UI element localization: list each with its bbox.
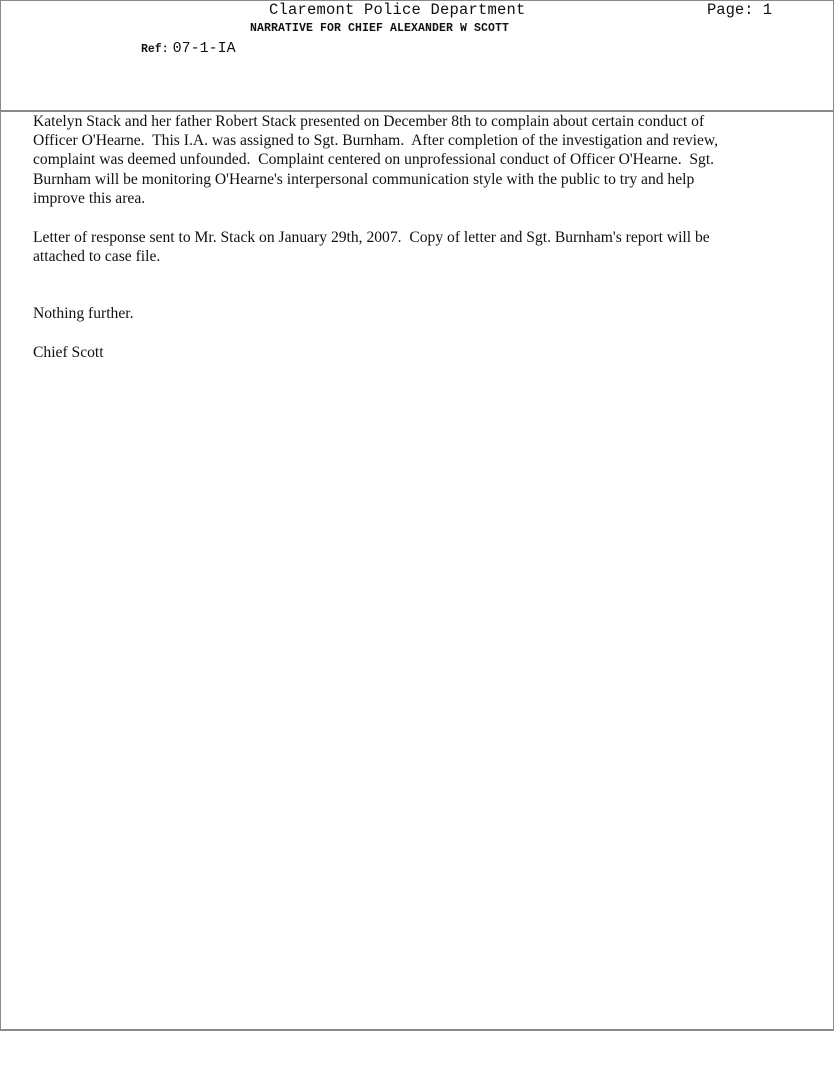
closing-statement: Nothing further. xyxy=(33,305,134,323)
reference-number: 07-1-IA xyxy=(172,40,236,57)
text-line: Burnham will be monitoring O'Hearne's interpersonal communication style with the public to try and help xyxy=(33,170,695,188)
page-number: Page: 1 xyxy=(707,1,773,19)
signature: Chief Scott xyxy=(33,344,104,362)
text-line: attached to case file. xyxy=(33,247,161,265)
narrative-body xyxy=(33,112,823,362)
department-name: Claremont Police Department xyxy=(269,1,526,19)
reference-row xyxy=(141,39,236,57)
narrative-title: NARRATIVE FOR CHIEF ALEXANDER W SCOTT xyxy=(250,22,510,35)
text-line: improve this area. xyxy=(33,189,146,207)
narrative-paragraph-1 xyxy=(33,112,823,208)
report-header xyxy=(1,1,833,112)
text-line: Katelyn Stack and her father Robert Stack presented on December 8th to complain about certain conduct of xyxy=(33,113,705,130)
text-line: Letter of response sent to Mr. Stack on January 29th, 2007. Copy of letter and Sgt. Burnham's report will be xyxy=(33,228,710,246)
narrative-paragraph-2 xyxy=(33,228,823,266)
text-line: complaint was deemed unfounded. Complaint centered on unprofessional conduct of Officer O'Hearne. Sgt. xyxy=(33,151,715,169)
text-line: Officer O'Hearne. This I.A. was assigned to Sgt. Burnham. After completion of the investigation and review, xyxy=(33,132,719,150)
reference-label: Ref: xyxy=(141,43,169,56)
